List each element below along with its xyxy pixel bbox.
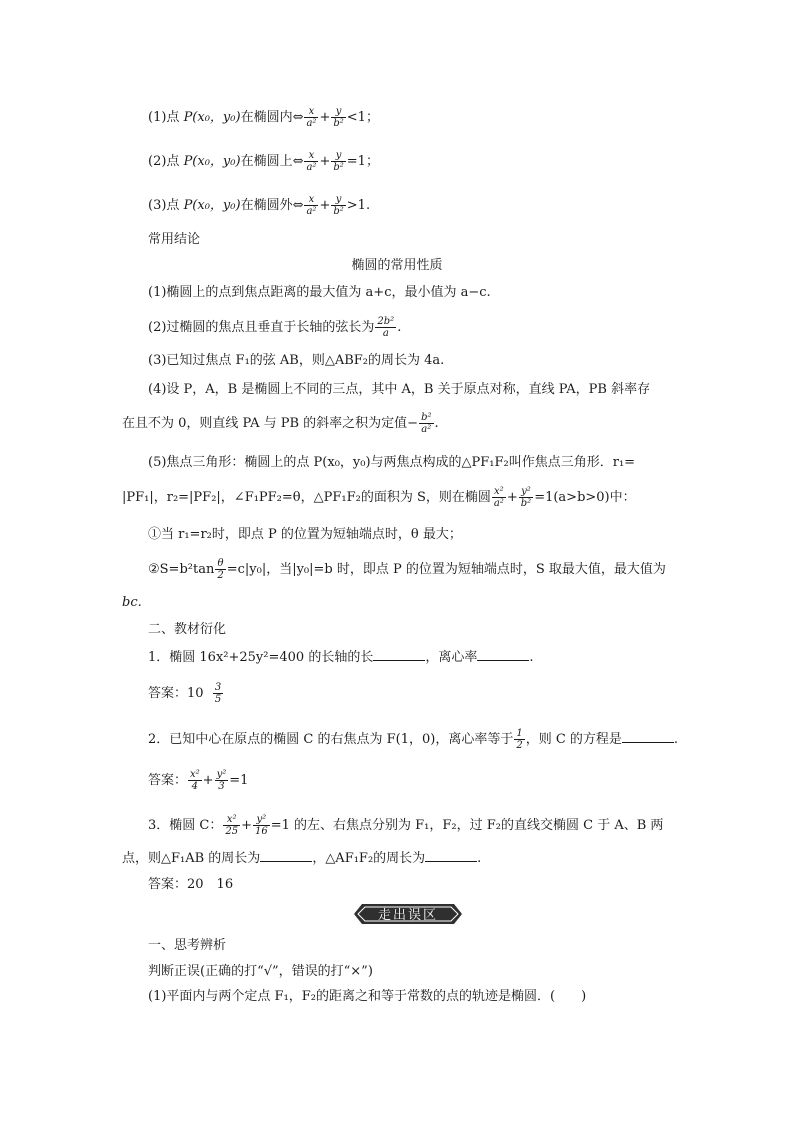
corollary-1: ①当 r₁=r₂时，即点 P 的位置为短轴端点时，θ 最大； xyxy=(148,527,462,542)
property-1: (1)椭圆上的点到焦点距离的最大值为 a+c，最小值为 a−c. xyxy=(148,285,491,300)
answer-blank xyxy=(260,849,312,862)
property-5-line2: |PF₁|，r₂=|PF₂|，∠F₁PF₂=θ，△PF₁F₂的面积为 S，则在椭圆 $\frac{\text{x²}}{\text{a²}}$ + $\frac{\text{y²}}{\text{b²}}$ =1(a>b>0)中： xyxy=(122,486,636,509)
answer-blank xyxy=(425,849,477,862)
section-banner xyxy=(352,902,464,926)
answer-blank xyxy=(622,730,674,743)
question-1: 1．椭圆 16x²+25y²=400 的长轴的长 ，离心率 . xyxy=(148,650,534,665)
rule-outside: (3)点 P(x₀，y₀)在椭圆外⇔ $\frac{x}{\text{a²}}$ + $\frac{y}{\text{b²}}$ >1. xyxy=(148,194,371,217)
property-2: (2)过椭圆的焦点且垂直于长轴的弦长为 $\frac{\text{2b²}}{a}$ . xyxy=(148,316,402,339)
instruction: 判断正误(正确的打“√”，错误的打“×”) xyxy=(148,964,373,979)
banner-shape xyxy=(352,902,464,926)
question-3-line2: 点，则△F₁AB 的周长为 ，△AF₁F₂的周长为 . xyxy=(122,851,482,866)
property-4-line1: (4)设 P，A，B 是椭圆上不同的三点，其中 A，B 关于原点对称，直线 PA，PB 斜率存 xyxy=(148,382,651,397)
answer-3: 答案：20 16 xyxy=(148,877,234,892)
property-5-line1: (5)焦点三角形：椭圆上的点 P(x₀，y₀)与两焦点构成的△PF₁F₂叫作焦点三角形．r₁= xyxy=(148,455,636,470)
question-3: 3．椭圆 C： $\frac{\text{x²}}{25}$ + $\frac{\text{y²}}{16}$ =1 的左、右焦点分别为 F₁，F₂，过 F₂的直线交椭圆 C 于 A、B 两 xyxy=(148,814,664,837)
rule-on: (2)点 P(x₀，y₀)在椭圆上⇔ $\frac{x}{\text{a²}}$ + $\frac{y}{\text{b²}}$ =1； xyxy=(148,150,379,173)
answer-blank xyxy=(373,648,425,661)
corollary-2-line2: bc. xyxy=(122,595,142,610)
answer-blank xyxy=(477,648,529,661)
answer-2: 答案： $\frac{\text{x²}}{4}$ + $\frac{\text{y²}}{3}$ =1 xyxy=(148,769,249,792)
property-3: (3)已知过焦点 F₁的弦 AB，则△ABF₂的周长为 4a. xyxy=(148,353,445,368)
section-heading-misconception: 一、思考辨析 xyxy=(148,938,227,953)
question-2: 2．已知中心在原点的椭圆 C 的右焦点为 F(1，0)，离心率等于 $\frac{1}{2}$ ，则 C 的方程是 . xyxy=(148,728,679,751)
section-title: 椭圆的常用性质 xyxy=(351,258,443,273)
rule-inside: (1)点 P(x₀，y₀)在椭圆内⇔ $\frac{x}{\text{a²}}$ + $\frac{y}{\text{b²}}$ <1； xyxy=(148,106,379,129)
answer-1: 答案：10 $\frac{3}{5}$ xyxy=(148,682,222,705)
property-4-line2: 在且不为 0，则直线 PA 与 PB 的斜率之积为定值− $\frac{\text{b²}}{\text{a²}}$ . xyxy=(122,412,439,435)
statement-1: (1)平面内与两个定点 F₁，F₂的距离之和等于常数的点的轨迹是椭圆．( ) xyxy=(148,989,587,1004)
corollary-2: ②S=b²tan $\frac{\theta}{2}$ =c|y₀|，当|y₀|=b 时，即点 P 的位置为短轴端点时，S 取最大值，最大值为 xyxy=(148,558,666,581)
section-heading-common: 常用结论 xyxy=(148,232,201,247)
banner-label: 走出误区 xyxy=(377,908,439,923)
section-heading-textbook: 二、教材衍化 xyxy=(148,622,227,637)
